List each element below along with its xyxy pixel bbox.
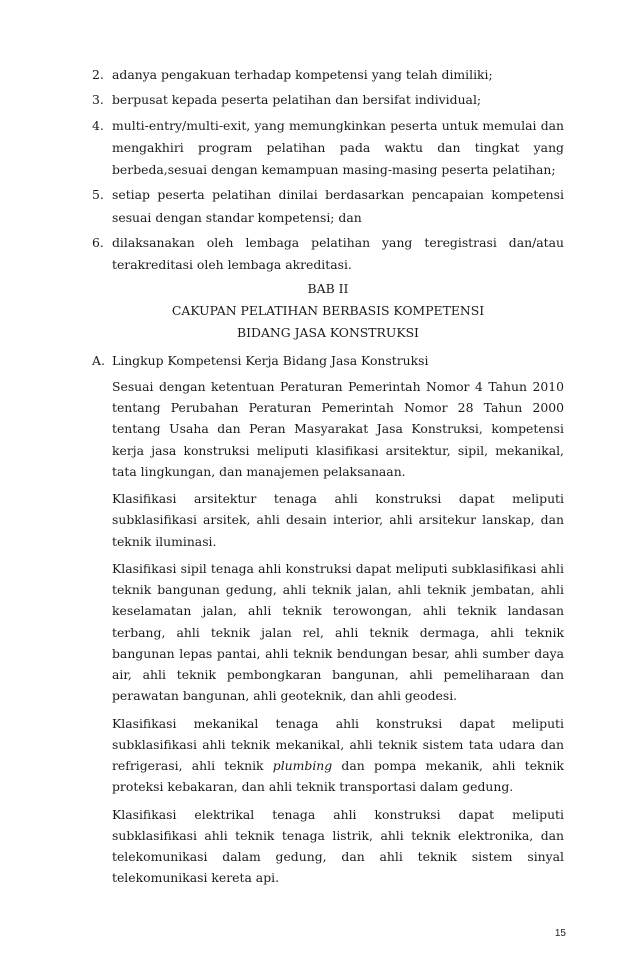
paragraph-mechanical [112,713,564,798]
list-item [92,89,564,111]
paragraph-civil: Klasifikasi sipil tenaga ahli konstruksi dapat meliputi subklasifikasi ahli teknik bangunan gedung, ahli teknik jalan, ahli teknik jembatan, ahli keselamatan jalan, ahli teknik terowongan, ahli teknik landasan terbang, ahli teknik jalan rel, ahli teknik dermaga, ahli teknik bangunan lepas pantai, ahli teknik bendungan besar, ahli sumber daya air, ahli teknik pembongkaran bangunan, ahli pemeliharaan dan perawatan bangunan, ahli geoteknik, dan ahli geodesi. [112,561,564,704]
list-text: berpusat kepada peserta pelatihan dan bersifat individual; [112,92,482,108]
section-body [112,376,564,895]
page-number: 15 [554,928,566,939]
list-number: 3. [92,92,104,108]
section-title: Lingkup Kompetensi Kerja Bidang Jasa Konstruksi [112,353,429,368]
chapter-title-line-2: BIDANG JASA KONSTRUKSI [237,325,419,340]
paragraph-electrical: Klasifikasi elektrikal tenaga ahli konstruksi dapat meliputi subklasifikasi ahli teknik tenaga listrik, ahli teknik elektronika, dan telekomunikasi dalam gedung, dan ahli teknik sistem sinyal telekomunikasi kereta api. [112,806,564,886]
paragraph-regulation: Sesuai dengan ketentuan Peraturan Pemerintah Nomor 4 Tahun 2010 tentang Perubahan Peraturan Pemerintah Nomor 28 Tahun 2000 tentang Usaha dan Peran Masyarakat Jasa Konstruksi, kompetensi kerja jasa konstruksi meliputi klasifikasi arsitektur, sipil, mekanikal, tata lingkungan, dan manajemen pelaksanaan. [112,379,564,479]
list-number: 6. [92,235,104,251]
list-item [92,184,564,229]
list-number: 4. [92,117,104,133]
list-item [92,232,564,277]
list-number: 2. [92,67,104,82]
list-text: multi-entry/multi-exit, yang memungkinkan peserta untuk memulai dan mengakhiri program pelatihan pada waktu dan tingkat yang berbeda,sesuai dengan kemampuan masing-masing peserta pelatihan; [112,117,564,178]
list-number: 5. [92,187,104,203]
list-text: dilaksanakan oleh lembaga pelatihan yang teregistrasi dan/atau terakreditasi oleh lembaga akreditasi. [112,235,564,273]
section-heading [92,350,564,372]
paragraph-mechanical-part-2: dan pompa mekanik, ahli teknik proteksi kebakaran, dan ahli teknik transportasi dalam gedung. [112,758,564,795]
list-text: setiap peserta pelatihan dinilai berdasarkan pencapaian kompetensi sesuai dengan standar kompetensi; dan [112,187,564,225]
paragraph-mechanical-part-1: Klasifikasi mekanikal tenaga ahli konstruksi dapat meliputi subklasifikasi ahli teknik mekanikal, ahli teknik sistem tata udara dan refrigerasi, ahli teknik [112,715,564,774]
paragraph-architecture: Klasifikasi arsitektur tenaga ahli konstruksi dapat meliputi subklasifikasi arsitek, ahli desain interior, ahli arsitekur lanskap, dan teknik iluminasi. [112,491,564,549]
plumbing-term: plumbing [272,758,333,774]
chapter-title-line-1: CAKUPAN PELATIHAN BERBASIS KOMPETENSI [171,303,485,318]
chapter-number: BAB II [307,281,349,296]
list-text: adanya pengakuan terhadap kompetensi yang telah dimiliki; [112,67,493,82]
principles-list [92,64,564,280]
section-letter: A. [92,353,105,368]
list-item [92,64,564,86]
list-item [92,115,564,182]
